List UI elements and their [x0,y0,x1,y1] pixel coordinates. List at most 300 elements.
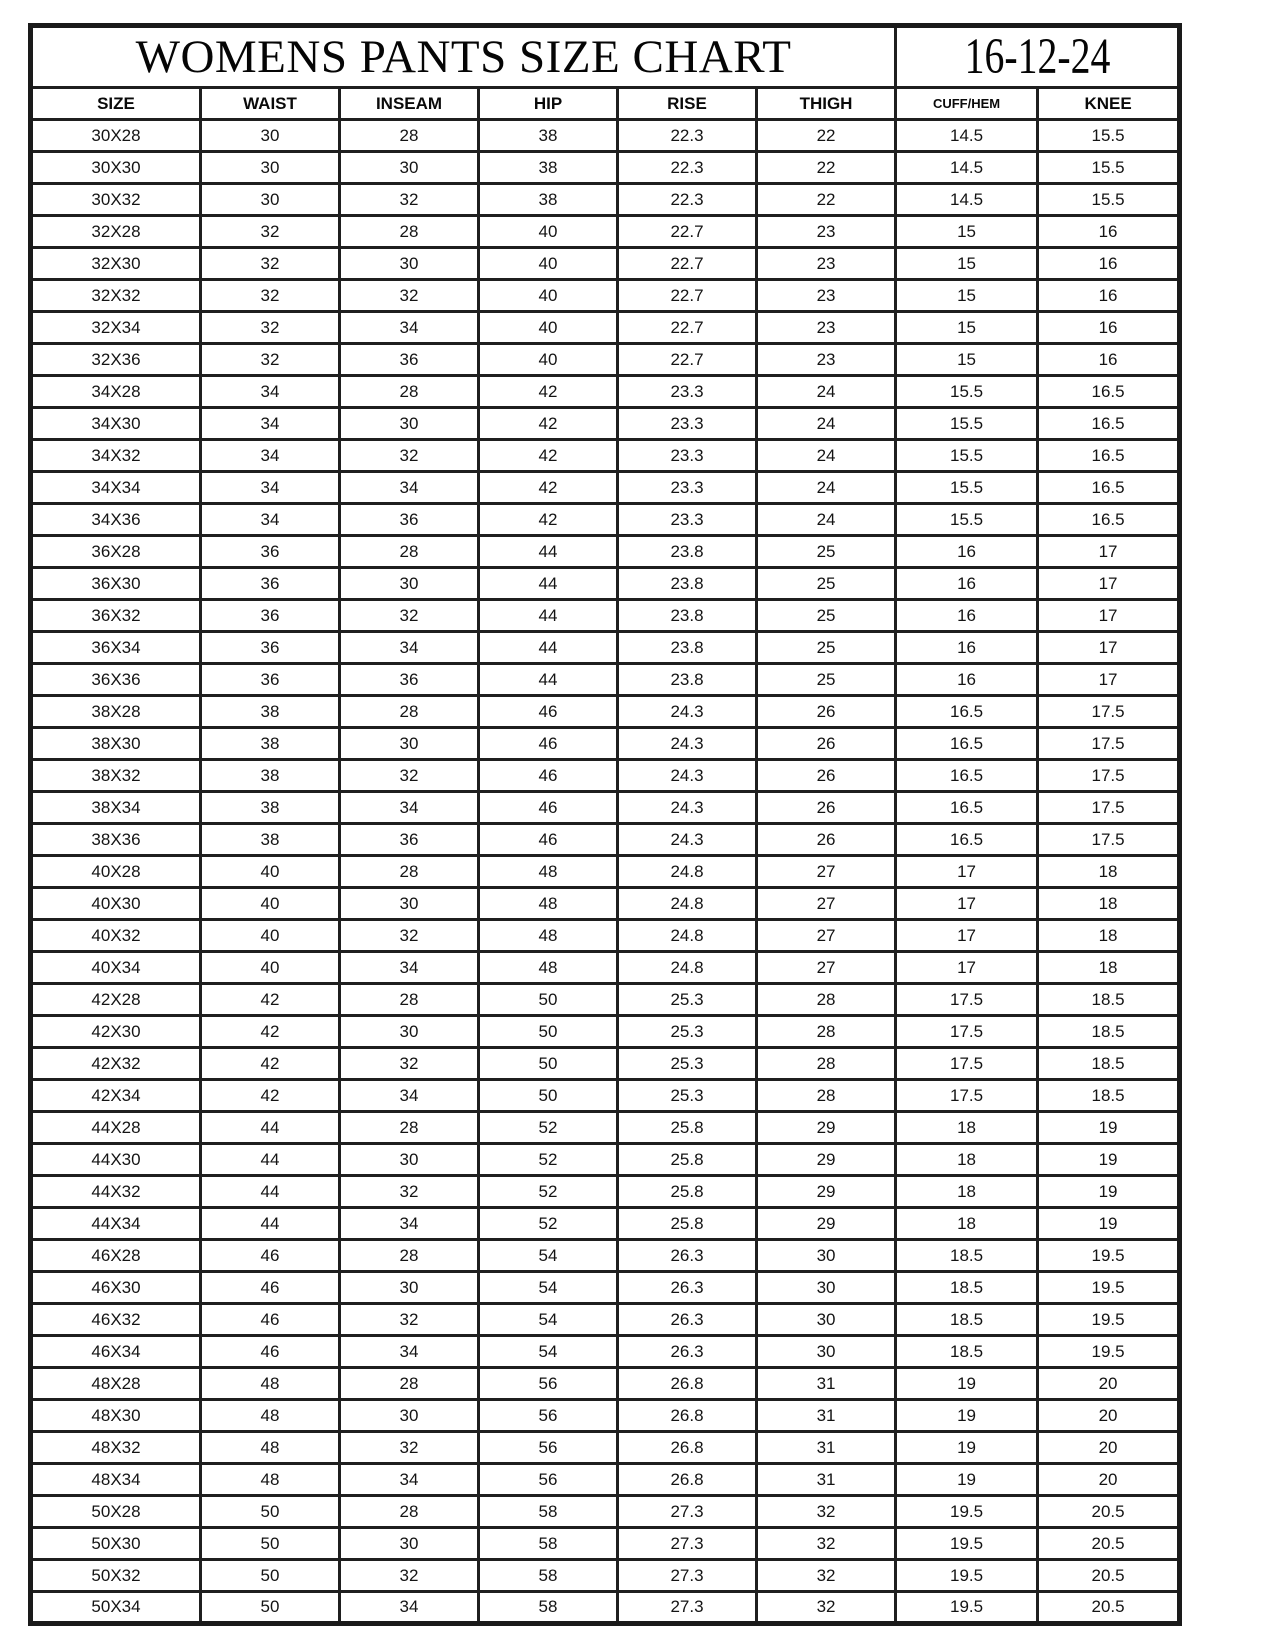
column-header-row [31,88,1180,120]
cell-hip: 38 [479,152,618,184]
cell-hip: 52 [479,1208,618,1240]
cell-knee: 17 [1038,664,1180,696]
cell-waist: 38 [201,792,340,824]
size-chart-body [31,120,1180,1624]
cell-rise: 25.3 [618,1080,757,1112]
cell-hip: 54 [479,1336,618,1368]
cell-size: 30X30 [31,152,201,184]
cell-knee: 16.5 [1038,440,1180,472]
cell-cuff-hem: 16 [896,536,1038,568]
cell-cuff-hem: 17 [896,888,1038,920]
cell-size: 48X28 [31,1368,201,1400]
cell-hip: 42 [479,408,618,440]
cell-size: 42X34 [31,1080,201,1112]
cell-rise: 23.8 [618,568,757,600]
cell-waist: 36 [201,600,340,632]
cell-inseam: 32 [340,600,479,632]
cell-waist: 46 [201,1272,340,1304]
cell-size: 32X30 [31,248,201,280]
cell-waist: 36 [201,664,340,696]
cell-thigh: 30 [757,1272,896,1304]
cell-rise: 25.3 [618,1016,757,1048]
cell-size: 34X30 [31,408,201,440]
cell-knee: 17.5 [1038,792,1180,824]
cell-rise: 23.8 [618,664,757,696]
cell-rise: 23.3 [618,472,757,504]
cell-size: 48X32 [31,1432,201,1464]
table-row-46x30 [31,1272,1180,1304]
cell-knee: 16 [1038,216,1180,248]
cell-inseam: 28 [340,1240,479,1272]
cell-size: 40X30 [31,888,201,920]
cell-cuff-hem: 19 [896,1432,1038,1464]
table-row-44x34 [31,1208,1180,1240]
cell-thigh: 27 [757,888,896,920]
cell-waist: 30 [201,152,340,184]
cell-size: 46X32 [31,1304,201,1336]
cell-size: 36X36 [31,664,201,696]
cell-thigh: 31 [757,1464,896,1496]
cell-inseam: 28 [340,376,479,408]
cell-waist: 34 [201,376,340,408]
cell-inseam: 32 [340,760,479,792]
cell-size: 34X32 [31,440,201,472]
cell-cuff-hem: 18 [896,1176,1038,1208]
cell-inseam: 34 [340,312,479,344]
cell-knee: 16.5 [1038,408,1180,440]
cell-waist: 48 [201,1464,340,1496]
cell-size: 34X34 [31,472,201,504]
cell-waist: 32 [201,312,340,344]
cell-hip: 42 [479,440,618,472]
cell-knee: 17 [1038,536,1180,568]
cell-waist: 44 [201,1112,340,1144]
size-chart-table [28,23,1182,1626]
cell-rise: 24.3 [618,792,757,824]
cell-rise: 22.7 [618,312,757,344]
cell-rise: 24.3 [618,728,757,760]
cell-rise: 22.7 [618,248,757,280]
cell-hip: 54 [479,1304,618,1336]
cell-knee: 17 [1038,568,1180,600]
cell-knee: 17 [1038,600,1180,632]
cell-inseam: 34 [340,472,479,504]
cell-hip: 42 [479,376,618,408]
cell-rise: 23.8 [618,632,757,664]
cell-waist: 30 [201,184,340,216]
cell-knee: 16.5 [1038,376,1180,408]
cell-inseam: 30 [340,728,479,760]
page-title: WOMENS PANTS SIZE CHART [31,26,896,88]
cell-rise: 24.3 [618,760,757,792]
cell-thigh: 32 [757,1528,896,1560]
cell-rise: 26.3 [618,1304,757,1336]
cell-size: 44X30 [31,1144,201,1176]
table-row-48x32 [31,1432,1180,1464]
cell-inseam: 34 [340,1592,479,1624]
cell-hip: 44 [479,632,618,664]
cell-cuff-hem: 16 [896,568,1038,600]
chart-date-text: 16-12-24 [964,29,1110,85]
cell-hip: 40 [479,248,618,280]
cell-inseam: 36 [340,504,479,536]
cell-hip: 40 [479,280,618,312]
column-header-rise: RISE [618,88,757,120]
cell-hip: 56 [479,1400,618,1432]
table-row-36x28 [31,536,1180,568]
cell-hip: 52 [479,1144,618,1176]
cell-rise: 22.7 [618,216,757,248]
cell-knee: 17.5 [1038,760,1180,792]
cell-knee: 16.5 [1038,472,1180,504]
cell-thigh: 25 [757,664,896,696]
cell-cuff-hem: 16.5 [896,792,1038,824]
cell-rise: 22.7 [618,280,757,312]
table-row-42x32 [31,1048,1180,1080]
cell-waist: 38 [201,760,340,792]
table-row-32x32 [31,280,1180,312]
cell-knee: 18.5 [1038,1048,1180,1080]
cell-waist: 50 [201,1496,340,1528]
cell-thigh: 26 [757,760,896,792]
cell-thigh: 24 [757,376,896,408]
cell-waist: 44 [201,1176,340,1208]
cell-inseam: 30 [340,1016,479,1048]
cell-rise: 23.3 [618,376,757,408]
cell-hip: 46 [479,728,618,760]
cell-size: 38X32 [31,760,201,792]
cell-rise: 27.3 [618,1528,757,1560]
cell-knee: 20.5 [1038,1592,1180,1624]
cell-size: 38X36 [31,824,201,856]
cell-thigh: 32 [757,1560,896,1592]
cell-waist: 42 [201,1080,340,1112]
cell-inseam: 28 [340,536,479,568]
cell-rise: 24.8 [618,920,757,952]
cell-cuff-hem: 19.5 [896,1496,1038,1528]
cell-knee: 15.5 [1038,120,1180,152]
cell-size: 36X28 [31,536,201,568]
cell-size: 44X32 [31,1176,201,1208]
cell-cuff-hem: 19.5 [896,1560,1038,1592]
cell-knee: 17 [1038,632,1180,664]
cell-rise: 26.3 [618,1336,757,1368]
cell-hip: 42 [479,472,618,504]
table-row-40x30 [31,888,1180,920]
cell-cuff-hem: 14.5 [896,184,1038,216]
table-row-32x36 [31,344,1180,376]
table-row-34x32 [31,440,1180,472]
cell-inseam: 34 [340,1464,479,1496]
cell-hip: 40 [479,216,618,248]
cell-hip: 42 [479,504,618,536]
cell-inseam: 32 [340,1176,479,1208]
cell-thigh: 23 [757,312,896,344]
cell-cuff-hem: 16.5 [896,824,1038,856]
cell-waist: 40 [201,888,340,920]
cell-rise: 25.8 [618,1112,757,1144]
cell-hip: 56 [479,1432,618,1464]
cell-thigh: 22 [757,184,896,216]
cell-inseam: 32 [340,184,479,216]
cell-thigh: 25 [757,568,896,600]
cell-waist: 44 [201,1208,340,1240]
table-row-36x32 [31,600,1180,632]
cell-waist: 48 [201,1368,340,1400]
cell-inseam: 28 [340,216,479,248]
cell-thigh: 26 [757,728,896,760]
table-row-38x36 [31,824,1180,856]
cell-thigh: 25 [757,600,896,632]
cell-hip: 54 [479,1272,618,1304]
cell-size: 40X34 [31,952,201,984]
cell-cuff-hem: 15 [896,312,1038,344]
cell-cuff-hem: 14.5 [896,152,1038,184]
cell-size: 32X34 [31,312,201,344]
cell-inseam: 30 [340,248,479,280]
cell-inseam: 34 [340,632,479,664]
cell-thigh: 30 [757,1304,896,1336]
column-header-inseam: INSEAM [340,88,479,120]
table-row-36x36 [31,664,1180,696]
cell-inseam: 28 [340,1496,479,1528]
cell-cuff-hem: 17.5 [896,1080,1038,1112]
cell-cuff-hem: 19 [896,1400,1038,1432]
cell-waist: 36 [201,568,340,600]
cell-cuff-hem: 15 [896,344,1038,376]
cell-hip: 50 [479,1080,618,1112]
cell-waist: 46 [201,1240,340,1272]
cell-hip: 44 [479,600,618,632]
table-row-44x28 [31,1112,1180,1144]
table-row-44x32 [31,1176,1180,1208]
cell-waist: 50 [201,1528,340,1560]
cell-cuff-hem: 15 [896,280,1038,312]
table-row-30x30 [31,152,1180,184]
table-row-46x32 [31,1304,1180,1336]
cell-knee: 20.5 [1038,1560,1180,1592]
cell-hip: 38 [479,184,618,216]
cell-rise: 24.8 [618,888,757,920]
table-row-34x34 [31,472,1180,504]
table-row-38x34 [31,792,1180,824]
cell-size: 30X32 [31,184,201,216]
cell-hip: 50 [479,1048,618,1080]
cell-inseam: 32 [340,1048,479,1080]
cell-size: 50X30 [31,1528,201,1560]
column-header-cuff-hem: CUFF/HEM [896,88,1038,120]
table-row-38x28 [31,696,1180,728]
chart-date [896,26,1180,88]
cell-inseam: 28 [340,856,479,888]
cell-cuff-hem: 18.5 [896,1336,1038,1368]
cell-cuff-hem: 14.5 [896,120,1038,152]
cell-waist: 32 [201,248,340,280]
cell-inseam: 34 [340,1336,479,1368]
cell-rise: 23.3 [618,440,757,472]
cell-size: 34X28 [31,376,201,408]
table-row-30x32 [31,184,1180,216]
cell-knee: 17.5 [1038,696,1180,728]
cell-thigh: 25 [757,632,896,664]
cell-cuff-hem: 15.5 [896,376,1038,408]
cell-waist: 46 [201,1304,340,1336]
cell-hip: 56 [479,1464,618,1496]
cell-knee: 19 [1038,1176,1180,1208]
cell-waist: 34 [201,472,340,504]
cell-waist: 38 [201,696,340,728]
cell-thigh: 28 [757,1016,896,1048]
cell-rise: 26.3 [618,1240,757,1272]
cell-cuff-hem: 19 [896,1368,1038,1400]
column-header-knee: KNEE [1038,88,1180,120]
cell-size: 32X28 [31,216,201,248]
cell-knee: 16 [1038,344,1180,376]
cell-thigh: 29 [757,1176,896,1208]
cell-knee: 19.5 [1038,1272,1180,1304]
cell-waist: 40 [201,952,340,984]
cell-rise: 25.8 [618,1208,757,1240]
cell-thigh: 29 [757,1144,896,1176]
cell-cuff-hem: 15.5 [896,408,1038,440]
cell-thigh: 27 [757,920,896,952]
cell-inseam: 32 [340,440,479,472]
cell-hip: 58 [479,1560,618,1592]
cell-size: 34X36 [31,504,201,536]
cell-inseam: 30 [340,888,479,920]
cell-hip: 40 [479,312,618,344]
cell-size: 44X34 [31,1208,201,1240]
cell-waist: 48 [201,1400,340,1432]
cell-cuff-hem: 19.5 [896,1592,1038,1624]
cell-cuff-hem: 17.5 [896,1048,1038,1080]
cell-inseam: 32 [340,920,479,952]
cell-size: 44X28 [31,1112,201,1144]
table-row-32x28 [31,216,1180,248]
cell-thigh: 24 [757,504,896,536]
cell-knee: 15.5 [1038,184,1180,216]
title-row [31,26,1180,88]
cell-waist: 34 [201,408,340,440]
cell-hip: 44 [479,664,618,696]
cell-inseam: 30 [340,152,479,184]
cell-cuff-hem: 17 [896,920,1038,952]
cell-inseam: 34 [340,792,479,824]
cell-cuff-hem: 16 [896,664,1038,696]
cell-inseam: 36 [340,344,479,376]
cell-waist: 42 [201,1016,340,1048]
cell-size: 50X32 [31,1560,201,1592]
cell-thigh: 30 [757,1240,896,1272]
cell-waist: 32 [201,216,340,248]
cell-size: 46X34 [31,1336,201,1368]
table-row-40x28 [31,856,1180,888]
table-row-32x30 [31,248,1180,280]
cell-thigh: 27 [757,856,896,888]
cell-waist: 40 [201,920,340,952]
cell-inseam: 36 [340,664,479,696]
cell-cuff-hem: 16 [896,632,1038,664]
cell-thigh: 28 [757,1080,896,1112]
table-row-46x28 [31,1240,1180,1272]
cell-rise: 25.3 [618,1048,757,1080]
cell-cuff-hem: 15 [896,248,1038,280]
cell-rise: 24.3 [618,696,757,728]
cell-waist: 36 [201,536,340,568]
cell-size: 50X34 [31,1592,201,1624]
cell-knee: 19 [1038,1112,1180,1144]
cell-waist: 30 [201,120,340,152]
cell-inseam: 30 [340,1144,479,1176]
cell-waist: 32 [201,280,340,312]
cell-waist: 46 [201,1336,340,1368]
cell-inseam: 34 [340,1080,479,1112]
cell-size: 36X32 [31,600,201,632]
cell-size: 48X34 [31,1464,201,1496]
cell-inseam: 32 [340,1432,479,1464]
cell-rise: 25.8 [618,1144,757,1176]
cell-rise: 26.3 [618,1272,757,1304]
cell-hip: 40 [479,344,618,376]
cell-size: 32X32 [31,280,201,312]
cell-knee: 17.5 [1038,824,1180,856]
cell-cuff-hem: 15.5 [896,472,1038,504]
cell-hip: 46 [479,696,618,728]
cell-knee: 18.5 [1038,984,1180,1016]
cell-size: 48X30 [31,1400,201,1432]
cell-waist: 50 [201,1592,340,1624]
cell-cuff-hem: 15 [896,216,1038,248]
cell-rise: 27.3 [618,1560,757,1592]
table-row-50x28 [31,1496,1180,1528]
cell-size: 36X34 [31,632,201,664]
cell-inseam: 28 [340,120,479,152]
cell-waist: 44 [201,1144,340,1176]
cell-size: 42X28 [31,984,201,1016]
cell-thigh: 24 [757,440,896,472]
cell-waist: 38 [201,728,340,760]
cell-hip: 50 [479,984,618,1016]
cell-cuff-hem: 18.5 [896,1240,1038,1272]
cell-thigh: 32 [757,1496,896,1528]
cell-waist: 38 [201,824,340,856]
cell-knee: 19 [1038,1208,1180,1240]
cell-rise: 24.8 [618,952,757,984]
cell-size: 46X28 [31,1240,201,1272]
cell-knee: 20.5 [1038,1496,1180,1528]
table-row-36x34 [31,632,1180,664]
column-header-waist: WAIST [201,88,340,120]
cell-cuff-hem: 18 [896,1112,1038,1144]
cell-knee: 20.5 [1038,1528,1180,1560]
cell-size: 32X36 [31,344,201,376]
cell-cuff-hem: 15.5 [896,440,1038,472]
cell-knee: 20 [1038,1400,1180,1432]
cell-hip: 48 [479,888,618,920]
cell-knee: 20 [1038,1432,1180,1464]
cell-rise: 26.8 [618,1368,757,1400]
cell-rise: 24.3 [618,824,757,856]
cell-inseam: 28 [340,696,479,728]
table-row-30x28 [31,120,1180,152]
table-row-50x32 [31,1560,1180,1592]
table-row-38x30 [31,728,1180,760]
cell-inseam: 32 [340,280,479,312]
cell-knee: 18.5 [1038,1016,1180,1048]
cell-cuff-hem: 16 [896,600,1038,632]
cell-hip: 58 [479,1592,618,1624]
cell-hip: 58 [479,1496,618,1528]
